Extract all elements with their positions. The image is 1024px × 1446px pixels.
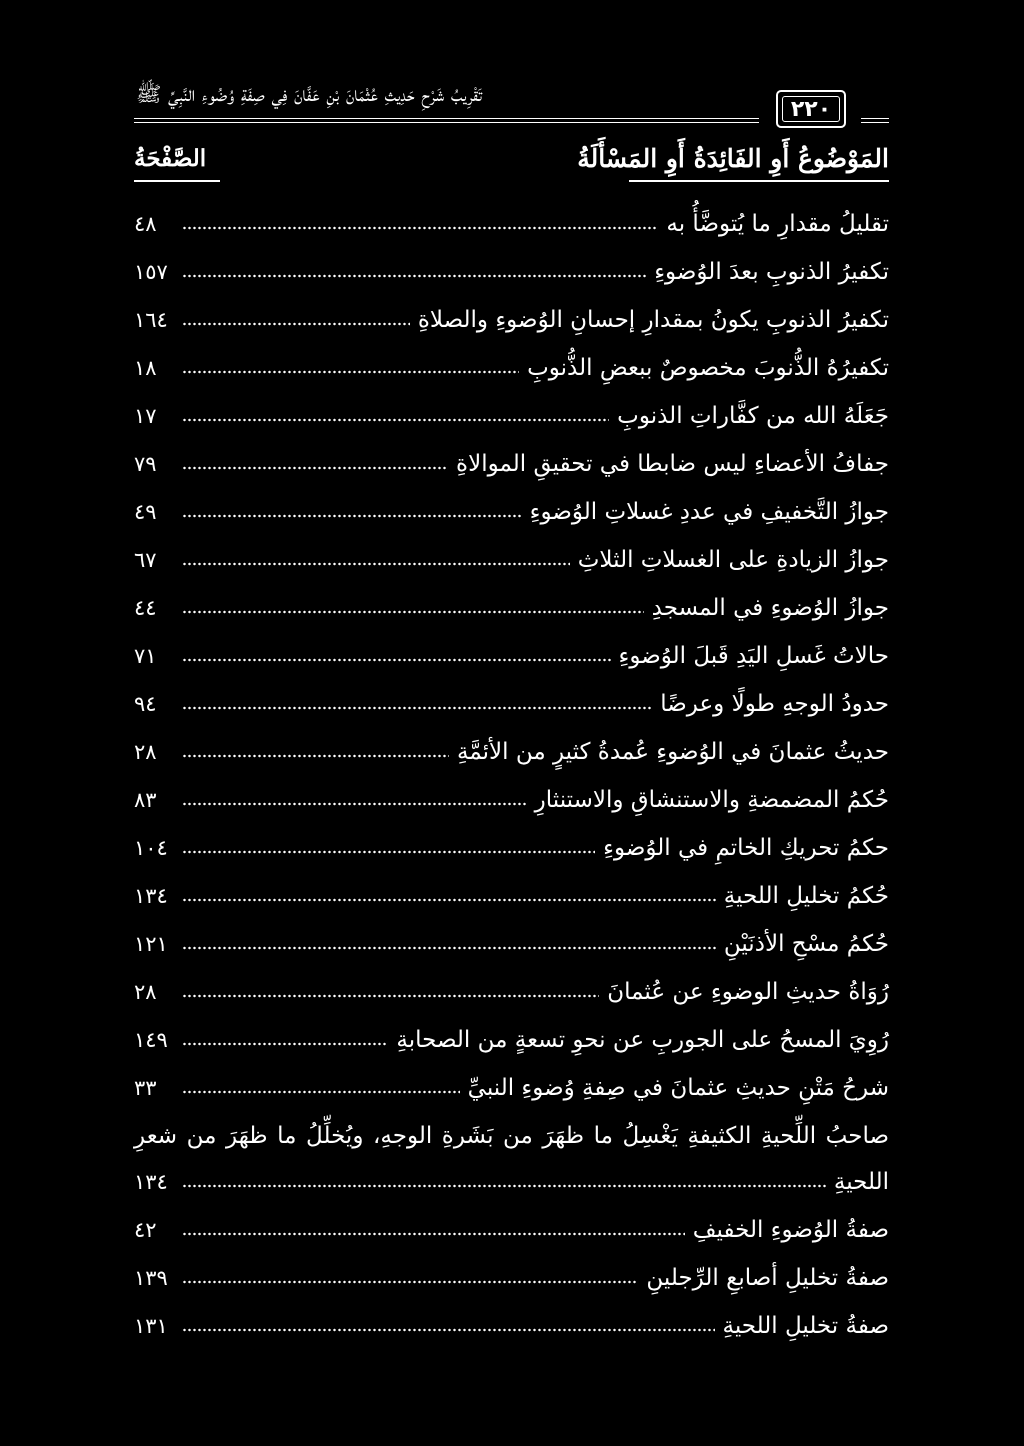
entry-page: ٦٧ xyxy=(134,548,157,572)
index-entry xyxy=(134,970,889,1014)
entry-topic: جوازُ التَّخفيفِ في عددِ غسلاتِ الوُضوءِ xyxy=(529,499,889,525)
entry-page: ١٢١ xyxy=(134,932,168,956)
header-rule-short xyxy=(861,118,889,123)
index-entry xyxy=(134,634,889,678)
leader-dots xyxy=(182,706,652,710)
entry-topic: تكفيرُ الذنوبِ بعدَ الوُضوءِ xyxy=(654,259,889,285)
leader-dots xyxy=(182,754,449,758)
index-entry xyxy=(134,682,889,726)
header-rule xyxy=(134,118,759,123)
page-number-box xyxy=(776,90,846,128)
page-column-heading: الصَّفْحَةُ xyxy=(134,145,207,172)
leader-dots xyxy=(182,898,716,902)
entry-page: ٧١ xyxy=(134,644,157,668)
entry-page: ١٣١ xyxy=(134,1314,168,1338)
leader-dots xyxy=(182,1328,715,1332)
entry-topic: جوازُ الزيادةِ على الغسلاتِ الثلاثِ xyxy=(577,547,889,573)
index-entry xyxy=(134,394,889,438)
entry-topic: صفةُ تخليلِ اللحيةِ xyxy=(722,1313,889,1339)
entry-topic: اللحيةِ xyxy=(833,1169,889,1195)
index-entry xyxy=(134,298,889,342)
leader-dots xyxy=(182,658,611,662)
entry-page: ٤٤ xyxy=(134,596,157,620)
index-entry xyxy=(134,778,889,822)
leader-dots xyxy=(182,946,716,950)
entry-topic: جفافُ الأعضاءِ ليس ضابطا في تحقيقِ الموالاةِ xyxy=(456,451,889,477)
index-entry xyxy=(134,202,889,246)
leader-dots xyxy=(182,418,609,422)
entry-page: ٤٢ xyxy=(134,1218,157,1242)
leader-dots xyxy=(182,994,599,998)
entry-page: ٧٩ xyxy=(134,452,157,476)
entry-topic: حُكمُ تخليلِ اللحيةِ xyxy=(723,883,889,909)
entry-page: ١٠٤ xyxy=(134,836,168,860)
topic-column-heading: المَوْضُوعُ أَوِ الفَائِدَةُ أَوِ المَسْأَلَةُ xyxy=(577,144,889,173)
leader-dots xyxy=(182,1232,685,1236)
index-entry xyxy=(134,1160,889,1204)
leader-dots xyxy=(182,562,570,566)
index-entry xyxy=(134,538,889,582)
index-entry xyxy=(134,730,889,774)
index-entry xyxy=(134,1256,889,1300)
index-column-header xyxy=(134,140,889,180)
leader-dots xyxy=(182,466,448,470)
entry-topic: صفةُ الوُضوءِ الخفيفِ xyxy=(692,1217,889,1243)
entry-page: ٤٨ xyxy=(134,212,157,236)
leader-dots xyxy=(182,1280,638,1284)
index-entry xyxy=(134,1304,889,1348)
leader-dots xyxy=(182,850,595,854)
entry-page: ١٣٤ xyxy=(134,884,168,908)
entry-page: ١٨ xyxy=(134,356,157,380)
leader-dots xyxy=(182,370,519,374)
entry-topic: جوازُ الوُضوءِ في المسجدِ xyxy=(651,595,889,621)
running-header-title: تَقْرِيبُ شَرْحِ حَدِيثِ عُثْمَانَ بْنِ عَفَّانَ فِي صِفَةِ وُضُوءِ النَّبِيِّ ﷺ xyxy=(136,82,482,106)
entry-page: ١٣٩ xyxy=(134,1266,168,1290)
page-number: ٢٢٠ xyxy=(790,96,832,122)
index-entry xyxy=(134,1066,889,1110)
index-entry xyxy=(134,1018,889,1062)
running-header xyxy=(134,76,889,128)
entry-topic: حديثُ عثمانَ في الوُضوءِ عُمدةُ كثيرٍ من الأئمَّةِ xyxy=(456,739,889,765)
entry-topic: تكفيرُهُ الذُّنوبَ مخصوصٌ ببعضِ الذُّنوبِ xyxy=(527,355,889,381)
entry-page: ٢٨ xyxy=(134,980,157,1004)
entry-page: ٨٣ xyxy=(134,788,157,812)
index-entry xyxy=(134,1208,889,1252)
index-entry xyxy=(134,586,889,630)
index-entry-continued xyxy=(134,1114,889,1158)
entry-page: ١٦٤ xyxy=(134,308,168,332)
entry-page: ١٤٩ xyxy=(134,1028,168,1052)
index-entry xyxy=(134,490,889,534)
entry-page: ٤٩ xyxy=(134,500,157,524)
leader-dots xyxy=(182,514,522,518)
index-entry xyxy=(134,250,889,294)
entry-page: ١٧ xyxy=(134,404,157,428)
leader-dots xyxy=(182,1042,388,1046)
index-entry xyxy=(134,922,889,966)
index-entry xyxy=(134,442,889,486)
leader-dots xyxy=(182,322,410,326)
index-entry xyxy=(134,826,889,870)
entry-topic: صاحبُ اللِّحيةِ الكثيفةِ يَغْسِلُ ما ظهَرَ من بَشَرةِ الوجهِ، ويُخلِّلُ ما ظهَرَ من شعرِ xyxy=(134,1123,889,1149)
leader-dots xyxy=(182,610,644,614)
index-entry xyxy=(134,346,889,390)
entry-topic: صفةُ تخليلِ أصابعِ الرِّجلينِ xyxy=(646,1265,889,1291)
entry-topic: حُكمُ مسْحِ الأذنَيْنِ xyxy=(723,931,889,957)
leader-dots xyxy=(182,274,646,278)
entry-topic: شرحُ مَتْنِ حديثِ عثمانَ في صِفةِ وُضوءِ النبيِّ xyxy=(467,1075,889,1101)
entry-topic: حكمُ تحريكِ الخاتمِ في الوُضوءِ xyxy=(603,835,889,861)
index-entry xyxy=(134,874,889,918)
leader-dots xyxy=(182,1090,460,1094)
entry-topic: جَعَلَهُ الله من كفَّاراتِ الذنوبِ xyxy=(617,403,889,429)
entry-topic: حدودُ الوجهِ طولًا وعرضًا xyxy=(660,691,889,717)
entry-topic: حُكمُ المضمضةِ والاستنشاقِ والاستنثارِ xyxy=(534,787,889,813)
topic-heading-underline xyxy=(629,180,889,182)
entry-topic: رُوِيَ المسحُ على الجوربِ عن نحوِ تسعةٍ من الصحابةِ xyxy=(396,1027,889,1053)
entry-topic: رُوَاةُ حديثِ الوضوءِ عن عُثمانَ xyxy=(607,979,889,1005)
leader-dots xyxy=(182,1184,826,1188)
leader-dots xyxy=(182,226,658,230)
entry-page: ١٣٤ xyxy=(134,1170,168,1194)
entry-page: ١٥٧ xyxy=(134,260,168,284)
entry-topic: حالاتُ غَسلِ اليَدِ قَبلَ الوُضوءِ xyxy=(618,643,889,669)
entry-topic: تقليلُ مقدارِ ما يُتوضَّأُ به xyxy=(666,211,889,237)
entry-page: ٣٣ xyxy=(134,1076,157,1100)
leader-dots xyxy=(182,802,527,806)
entry-page: ٢٨ xyxy=(134,740,157,764)
entry-page: ٩٤ xyxy=(134,692,157,716)
entry-topic: تكفيرُ الذنوبِ يكونُ بمقدارِ إحسانِ الوُضوءِ والصلاةِ xyxy=(417,307,889,333)
page-heading-underline xyxy=(134,180,220,182)
